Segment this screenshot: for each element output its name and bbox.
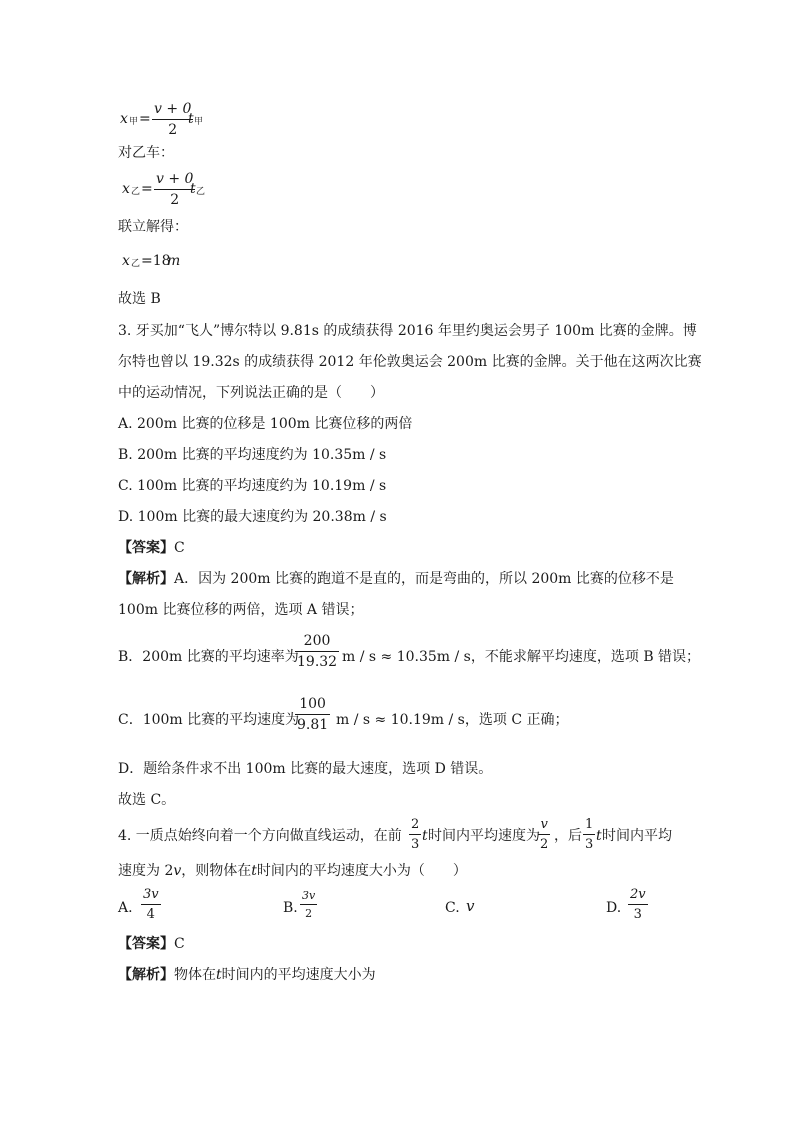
eq-var: t [188, 111, 194, 127]
q4-answer [118, 937, 185, 951]
q4-option-d-label: D. [606, 900, 622, 916]
eq-sub: 乙 [196, 187, 206, 197]
fraction-denominator: 3 [585, 837, 594, 852]
analysis-text: 物体在 [174, 967, 216, 983]
fraction-numerator: 200 [303, 633, 331, 649]
q4-text: ，则物体在 [181, 863, 252, 879]
answer-tag: 【答案】 [118, 540, 174, 556]
q4-var-t: t [251, 863, 257, 879]
eq-numerator: v + 0 [156, 171, 194, 187]
q3-line2: 尔特也曾以 19.32s 的成绩获得 2012 年伦敦奥运会 200m 比赛的金牌。关于他在这两次比赛 [118, 354, 702, 370]
q3-analysis-d: D．题给条件求不出 100m 比赛的最大速度，选项 D 错误。 [118, 761, 493, 777]
fraction-numerator: 2v [630, 887, 646, 902]
q3-answer [118, 541, 185, 555]
q3-analysis-c-pre: C．100m 比赛的平均速度为 [118, 712, 300, 728]
equation-result [122, 254, 202, 274]
fraction-numerator: 2 [411, 817, 420, 832]
q3-analysis-b-pre: B．200m 比赛的平均速率为 [118, 649, 299, 665]
fraction-numerator: 3v [143, 887, 159, 902]
q4-fraction-1-3 [583, 818, 595, 851]
q3-line3: 中的运动情况，下列说法正确的是（ ） [118, 385, 384, 401]
eq-numerator: v + 0 [154, 101, 192, 117]
fraction-denominator: 2 [540, 837, 549, 852]
q3-line1: 3. 牙买加“飞人”博尔特以 9.81s 的成绩获得 2016 年里约奥运会男子 100m 比赛的金牌。博 [118, 323, 697, 339]
fraction-denominator: 3 [633, 907, 642, 922]
fraction-numerator: 100 [299, 696, 326, 712]
eq-equals: =18 [141, 253, 171, 269]
q4-fraction-v-2 [538, 818, 550, 851]
q3-analysis-b-post: m / s ≈ 10.35m / s，不能求解平均速度，选项 B 错误； [342, 649, 701, 665]
q4-text: 时间内平均速度为 [428, 828, 540, 844]
equation-yi [122, 172, 222, 212]
q3-analysis-a2: 100m 比赛位移的两倍，选项 A 错误； [118, 602, 364, 618]
fraction-denominator: 3 [411, 837, 420, 852]
q4-line1 [118, 818, 678, 858]
eq-denominator: 2 [170, 192, 180, 208]
fraction-numerator: 1 [585, 817, 594, 832]
analysis-text: A．因为 200m 比赛的跑道不是直的，而是弯曲的，所以 200m 比赛的位移不是 [174, 571, 674, 587]
q3-option-a: A. 200m 比赛的位移是 100m 比赛位移的两倍 [118, 416, 413, 432]
q3-analysis-b-fraction [295, 634, 339, 669]
answer-value: C [174, 540, 185, 556]
label-yi: 对乙车： [118, 145, 174, 161]
q3-option-d: D. 100m 比赛的最大速度约为 20.38m / s [118, 509, 387, 525]
q4-text: 时间内的平均速度大小为（ ） [256, 863, 467, 879]
analysis-tag: 【解析】 [118, 967, 174, 983]
eq-var: x [122, 181, 130, 197]
eq-var: t [190, 181, 196, 197]
answer-value: C [174, 936, 185, 952]
q4-text: 4. 一质点始终向着一个方向做直线运动，在前 [118, 828, 402, 844]
eq-var: x [120, 111, 128, 127]
fraction-denominator: 2 [305, 907, 313, 920]
q4-option-b-label: B. [283, 900, 298, 916]
eq-var: x [122, 253, 130, 269]
q4-option-d-fraction [628, 888, 648, 921]
eq-sub: 甲 [194, 117, 204, 127]
q3-analysis-c-post: m / s ≈ 10.19m / s，选项 C 正确； [336, 712, 569, 728]
q3-analysis-a1 [118, 572, 674, 586]
q4-option-c-value: v [466, 897, 475, 915]
fraction-denominator: 19.32 [297, 654, 338, 670]
q3-option-b: B. 200m 比赛的平均速度约为 10.35m / s [118, 447, 387, 463]
fraction-numerator: v [540, 817, 548, 832]
q4-var-t: t [216, 967, 222, 983]
q4-analysis [118, 968, 376, 982]
analysis-text: 时间内的平均速度大小为 [221, 967, 376, 983]
q4-line2 [118, 864, 467, 878]
fraction-numerator: 3v [302, 889, 316, 902]
q3-analysis-c-fraction [295, 697, 330, 732]
eq-sub: 甲 [129, 117, 139, 127]
fraction-denominator: 9.81 [297, 717, 329, 733]
eq-sub: 乙 [131, 259, 141, 269]
q4-var-t: t [422, 828, 428, 844]
fraction-denominator: 4 [146, 907, 155, 922]
eq-unit: m [167, 253, 181, 269]
eq-equals: = [141, 181, 153, 197]
q3-choice: 故选 C。 [118, 792, 176, 808]
q4-option-a-label: A. [118, 900, 133, 916]
eq-sub: 乙 [131, 187, 141, 197]
answer-tag: 【答案】 [118, 936, 174, 952]
eq-equals: = [139, 111, 151, 127]
choice-prev: 故选 B [118, 291, 161, 307]
q4-text: 速度为 2 [118, 863, 174, 879]
q4-var-t: t [596, 828, 602, 844]
q4-option-c-label: C. [445, 900, 460, 916]
q4-option-b-fraction [300, 890, 317, 919]
q4-text: 时间内平均 [602, 828, 672, 844]
label-solve: 联立解得： [118, 219, 188, 235]
equation-jia [120, 101, 220, 144]
eq-denominator: 2 [168, 122, 178, 138]
q4-fraction-2-3 [409, 818, 421, 851]
q3-option-c: C. 100m 比赛的平均速度约为 10.19m / s [118, 478, 387, 494]
analysis-tag: 【解析】 [118, 571, 174, 587]
q4-text: ，后 [554, 828, 582, 844]
q4-option-a-fraction [141, 888, 161, 921]
q4-var-v: v [173, 863, 182, 879]
